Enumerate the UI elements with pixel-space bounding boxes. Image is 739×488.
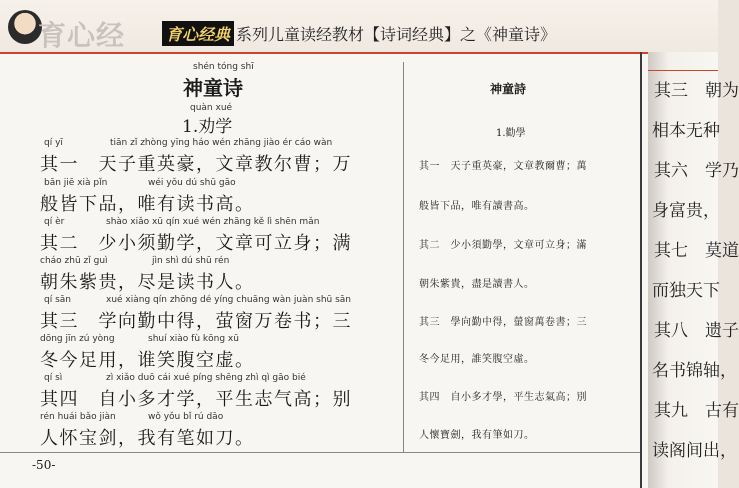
publisher-logo <box>2 4 152 52</box>
poem-subtitle: 1.劝学 <box>182 117 233 137</box>
line-pinyin: qí yī <box>44 138 63 148</box>
line-pinyin: wéi yǒu dú shū gāo <box>148 178 236 188</box>
adjacent-page-rule <box>648 70 718 71</box>
poem-line: 朝朱紫贵，尽是读书人。 <box>40 272 255 293</box>
adjacent-line: 身富贵， <box>652 201 720 221</box>
page-number: -50- <box>32 458 56 472</box>
line-pinyin: jìn shì dú shū rén <box>152 256 230 266</box>
top-rule <box>0 52 648 54</box>
line-pinyin: rén huái bǎo jiàn <box>40 412 116 422</box>
traditional-line: 般皆下品，唯有讀書高。 <box>419 201 535 212</box>
adjacent-line: 其八 遗子 <box>654 321 739 341</box>
line-pinyin: bān jiē xià pǐn <box>44 178 108 188</box>
poem-line: 其三 学向勤中得，萤窗万卷书；三 <box>40 311 352 332</box>
subtitle-pinyin: quàn xué <box>190 103 233 113</box>
adjacent-line: 其九 古有 <box>654 401 739 421</box>
adjacent-line: 名书锦轴， <box>652 361 737 381</box>
bottom-rule <box>0 452 640 453</box>
poem-line: 般皆下品，唯有读书高。 <box>40 194 255 215</box>
traditional-line: 人懷寶劍，我有筆如刀。 <box>419 430 535 441</box>
line-pinyin: wǒ yǒu bǐ rú dāo <box>148 412 224 422</box>
page-title: 神童诗 <box>183 76 243 100</box>
traditional-subtitle: 1.勸學 <box>496 128 526 139</box>
line-pinyin: xué xiàng qín zhōng dé yíng chuāng wàn juàn shū sān <box>106 295 351 305</box>
line-pinyin: tiān zǐ zhòng yīng háo wén zhāng jiào ér cáo wàn <box>110 138 333 148</box>
adjacent-line: 其六 学乃 <box>654 161 739 181</box>
line-pinyin: cháo zhū zǐ guì <box>40 256 108 266</box>
page-edge <box>640 52 642 488</box>
series-tag: 育心经典 <box>162 21 234 46</box>
adjacent-line: 其三 朝为 <box>654 81 739 101</box>
adjacent-line: 其七 莫道 <box>654 241 739 261</box>
line-pinyin: shào xiǎo xū qín xué wén zhāng kě lì shēn mǎn <box>106 217 320 227</box>
adjacent-line: 而独天下 <box>652 281 720 301</box>
line-pinyin: qí sān <box>44 295 71 305</box>
traditional-line: 朝朱紫貴，盡是讀書人。 <box>419 279 535 290</box>
adjacent-line: 读阁间出， <box>652 441 737 461</box>
line-pinyin: zì xiǎo duō cái xué píng shēng zhì qì gāo bié <box>106 373 306 383</box>
line-pinyin: qí èr <box>44 217 65 227</box>
line-pinyin: shuí xiào fù kōng xū <box>148 334 239 344</box>
traditional-line: 其三 學向勤中得，螢窗萬卷書；三 <box>419 317 587 328</box>
logo-text: 育心经 <box>38 19 126 52</box>
poem-line: 冬今足用，谁笑腹空虚。 <box>40 350 255 371</box>
line-pinyin: qí sì <box>44 373 63 383</box>
adjacent-line: 相本无种 <box>652 121 720 141</box>
traditional-line: 其二 少小須勤學，文章可立身；滿 <box>419 240 587 251</box>
title-pinyin: shén tóng shī <box>193 62 254 72</box>
poem-line: 其一 天子重英豪，文章教尔曹；万 <box>40 154 352 175</box>
traditional-line: 其四 自小多才學，平生志氣高；別 <box>419 392 587 403</box>
traditional-line: 冬今足用，誰笑腹空虛。 <box>419 354 535 365</box>
traditional-line: 其一 天子重英豪，文章教爾曹；萬 <box>419 161 587 172</box>
poem-line: 其二 少小须勤学，文章可立身；满 <box>40 233 352 254</box>
column-divider <box>403 62 404 452</box>
header-banner <box>0 0 718 52</box>
poem-line: 人怀宝剑，我有笔如刀。 <box>40 428 255 449</box>
line-pinyin: dōng jīn zú yòng <box>40 334 115 344</box>
traditional-title: 神童詩 <box>490 82 527 96</box>
poem-line: 其四 自小多才学，平生志气高；别 <box>40 389 352 410</box>
child-reading-icon <box>8 10 42 44</box>
series-text: 系列儿童读经教材【诗词经典】之《神童诗》 <box>236 25 557 44</box>
series-title <box>162 21 556 46</box>
